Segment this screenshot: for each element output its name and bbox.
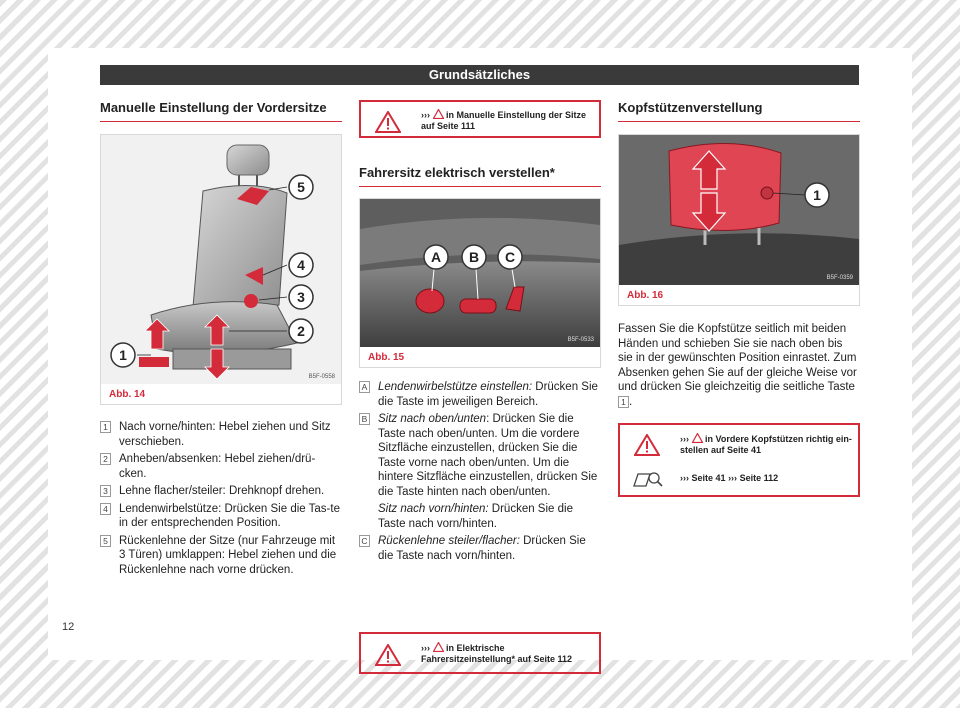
marker-4 [289, 253, 313, 277]
item-number: 4 [100, 503, 111, 515]
recline-knob [244, 294, 258, 308]
item-text: Rückenlehne der Sitze (nur Fahrzeuge mit 3 Türen) umklappen: Hebel ziehen und die Rückenlehne nach vorne drücken. [119, 534, 337, 576]
section-title-manual: Manuelle Einstellung der Vordersitze [100, 100, 342, 122]
item-text: Sitz nach oben/unten: Drücken Sie die Taste nach oben/unten. Um die vordere Sitzfläche einzustellen, drücken Sie die Taste vorne nach oben/unten. Um die hintere Sitzfläche einzustellen, drücken Sie die Taste hinten nach oben/unten. [378, 413, 598, 498]
item-number: 1 [100, 421, 111, 433]
ref-link-112[interactable]: Seite 112 [739, 473, 779, 483]
column-electric-seat [359, 100, 601, 664]
manual-list [100, 420, 342, 577]
section-title-electric: Fahrersitz elektrisch verstellen* [359, 165, 601, 187]
figure-caption: Abb. 16 [627, 290, 664, 301]
item-text: Lendenwirbelstütze: Drücken Sie die Tas-te in der entsprechenden Position. [119, 502, 340, 529]
warning-triangle-icon [375, 644, 401, 666]
page-number: 12 [62, 621, 75, 633]
item-number: 2 [100, 453, 111, 465]
warning-triangle-icon [634, 434, 660, 456]
marker-5 [289, 175, 313, 199]
figure-code: B5F-0558 [308, 374, 335, 380]
svg-text:A: A [430, 249, 442, 265]
manual-page [48, 48, 912, 664]
list-item [359, 534, 601, 563]
svg-text:1: 1 [119, 347, 127, 363]
list-item [359, 412, 601, 499]
figure-caption: Abb. 14 [109, 389, 146, 400]
warning-text-headrest: ››› in Vordere Kopfstützen richtig ein-stellen auf Seite 41 [680, 434, 852, 455]
item-text: Lehne flacher/steiler: Drehknopf drehen. [119, 485, 325, 497]
item-number: 5 [100, 535, 111, 547]
seat-image [101, 135, 341, 384]
seat-illustration [101, 135, 341, 384]
item-text: Anheben/absenken: Hebel ziehen/drü-cken. [119, 453, 316, 480]
svg-text:2: 2 [297, 323, 305, 339]
electric-seat-illustration [360, 199, 600, 347]
item-text: Nach vorne/hinten: Hebel ziehen und Sitz verschieben. [119, 421, 331, 448]
warning-text-bottom: ››› in Elektrische Fahrersitzeinstellung* auf Seite 112 [421, 643, 573, 664]
book-search-icon [632, 469, 664, 489]
list-item [359, 502, 601, 531]
button-label-a [424, 245, 448, 269]
seat-control [460, 299, 496, 313]
section-header: Grundsätzliches [100, 65, 859, 85]
warning-text-top: ››› in Manuelle Einstellung der Sitze auf Seite 111 [421, 110, 587, 131]
small-warning-icon [433, 642, 444, 652]
svg-text:C: C [504, 249, 516, 265]
figure-caption: Abb. 15 [368, 352, 405, 363]
lumbar-control [416, 289, 444, 313]
item-text: Rückenlehne steiler/flacher: Drücken Sie die Taste nach vorn/hinten. [378, 535, 586, 562]
item-number: 1 [618, 396, 629, 408]
electric-seat-image [360, 199, 600, 347]
headrest-image [619, 135, 859, 285]
electric-list [359, 380, 601, 563]
list-item [100, 502, 342, 531]
ref-link-41[interactable]: Seite 41 [691, 473, 726, 483]
svg-text:3: 3 [297, 289, 305, 305]
item-label: C [359, 535, 370, 547]
svg-text:B: B [468, 249, 480, 265]
column-headrest [618, 100, 860, 497]
item-number: 3 [100, 485, 111, 497]
svg-text:4: 4 [297, 257, 305, 273]
marker-2 [289, 319, 313, 343]
headrest [669, 143, 781, 230]
item-label: A [359, 381, 370, 393]
list-item [100, 534, 342, 578]
warning-box-top [359, 100, 601, 138]
list-item [100, 452, 342, 481]
list-item [359, 380, 601, 409]
list-item [100, 484, 342, 499]
column-manual-seats [100, 100, 342, 580]
item-text: Sitz nach vorn/hinten: Drücken Sie die Taste nach vorn/hinten. [378, 503, 573, 530]
marker-1 [805, 183, 829, 207]
release-button [761, 187, 773, 199]
figure-16 [618, 134, 860, 306]
small-warning-icon [692, 433, 703, 443]
warning-box-headrest [618, 423, 860, 497]
item-label: B [359, 413, 370, 425]
item-text: Lendenwirbelstütze einstellen: Drücken Sie die Taste im jeweiligen Bereich. [378, 381, 598, 408]
button-label-c [498, 245, 522, 269]
marker-3 [289, 285, 313, 309]
figure-code: B5F-0359 [826, 275, 853, 281]
svg-text:1: 1 [813, 187, 821, 203]
figure-code: B5F-0533 [567, 337, 594, 343]
button-label-b [462, 245, 486, 269]
svg-text:5: 5 [297, 179, 305, 195]
small-warning-icon [433, 109, 444, 119]
warning-triangle-icon [375, 111, 401, 133]
headrest-illustration [619, 135, 859, 285]
lever-1 [139, 357, 169, 367]
reference-links: ››› Seite 41 ››› Seite 112 [680, 473, 779, 483]
list-item [100, 420, 342, 449]
section-title-headrest: Kopfstützenverstellung [618, 100, 860, 122]
warning-box-bottom [359, 632, 601, 674]
headrest-paragraph: Fassen Sie die Kopfstütze seitlich mit beiden Händen und schieben Sie sie nach oben bis sie in der gewünschten Position einrastet. Zum Absenken gehen Sie auf der gleiche Weise vor und drücken Sie gleichzeitig die seitliche Taste 1 . [618, 323, 857, 408]
figure-15 [359, 198, 601, 368]
marker-1 [111, 343, 135, 367]
figure-14 [100, 134, 342, 405]
